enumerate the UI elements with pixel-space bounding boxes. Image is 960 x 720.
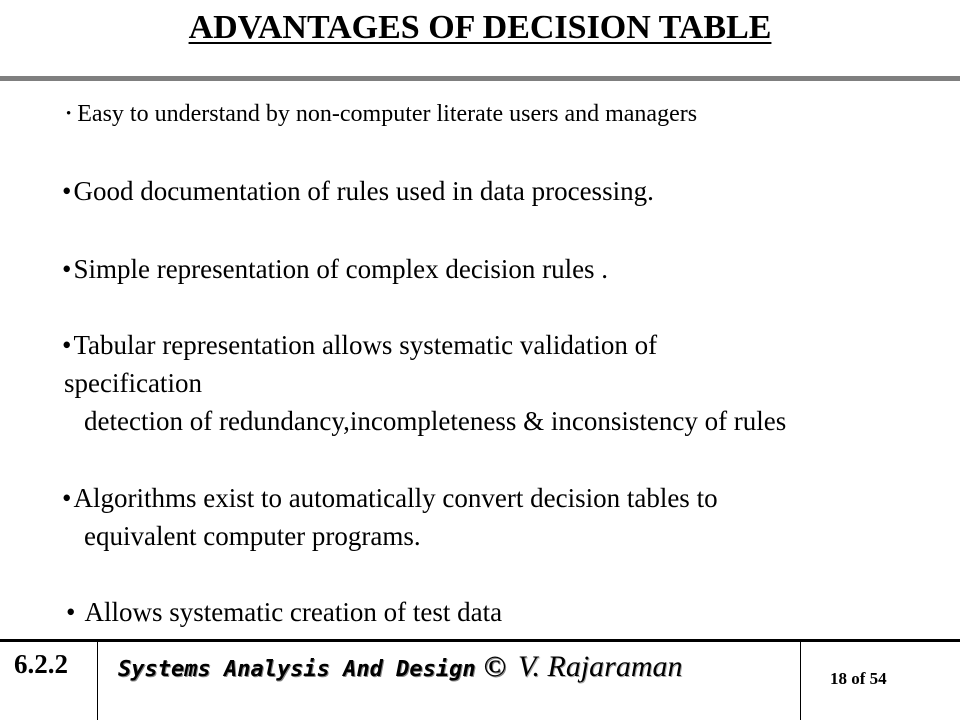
bullet-item-3: [62, 253, 608, 285]
footer-divider: [0, 639, 960, 642]
bullet-text: equivalent computer programs.: [84, 521, 421, 551]
bullet-text: Allows systematic creation of test data: [84, 597, 503, 627]
bullet-item-4: [62, 329, 657, 361]
copyright-icon: ©: [483, 650, 507, 683]
bullet-marker: •: [66, 597, 76, 627]
author-name: V. Rajaraman: [518, 650, 683, 683]
bullet-marker: •: [66, 106, 72, 122]
bullet-item-1: [66, 98, 697, 130]
bullet-text: Easy to understand by non-computer literate users and managers: [77, 101, 698, 127]
page-number: 18 of 54: [830, 669, 887, 688]
section-number: 6.2.2: [14, 649, 68, 679]
bullet-marker: •: [62, 254, 72, 284]
bullet-text: detection of redundancy,incompleteness & inconsistency of rules: [84, 406, 787, 436]
bullet-text: Tabular representation allows systematic validation of: [73, 330, 658, 360]
bullet-text: specification: [64, 368, 202, 398]
footer-credit: [118, 650, 683, 687]
bullet-item-5-continuation: [84, 520, 421, 552]
bullet-marker: •: [62, 176, 72, 206]
slide-title-text: ADVANTAGES OF DECISION TABLE: [188, 9, 772, 46]
bullet-item-2: [62, 175, 654, 207]
course-title: Systems Analysis And Design: [118, 657, 476, 682]
bullet-marker: •: [62, 330, 72, 360]
bullet-text: Good documentation of rules used in data processing.: [73, 176, 654, 206]
bullet-marker: •: [62, 483, 72, 513]
bullet-text: Algorithms exist to automatically convert decision tables to: [73, 483, 718, 513]
bullet-item-6: [66, 596, 502, 628]
footer-separator-left: [97, 642, 98, 720]
bullet-item-5: [62, 482, 718, 514]
bullet-item-4-subline: [84, 405, 786, 437]
bullet-item-4-continuation: [64, 367, 202, 399]
bullet-text: Simple representation of complex decision rules .: [73, 254, 609, 284]
footer-separator-right: [800, 642, 801, 720]
